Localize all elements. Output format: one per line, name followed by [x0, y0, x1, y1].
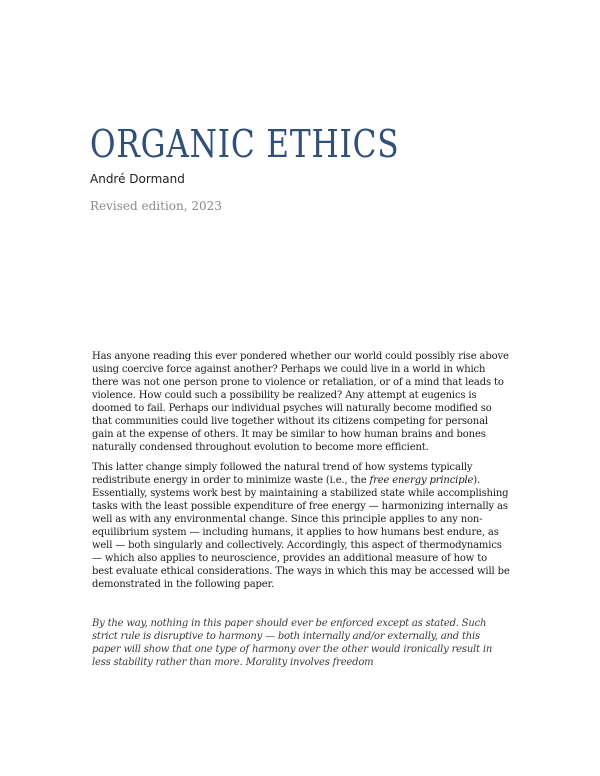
italic-note: By the way, nothing in this paper should ever be enforced except as stated. Such strict rule is disruptive to harmony — both internally and/or externally, and this paper will show that one type of harmony over the other would ironically result in less stability rather than more. Morality involves freedom [92, 618, 493, 668]
second-paragraph-text-start: This latter change simply followed the natural trend of how systems typically redistribute energy in order to minimize waste (i.e., the [92, 462, 473, 486]
second-paragraph-text-end: ). Essentially, systems work best by maintaining a stabilized state while accomplishing tasks with the least possible expenditure of free energy — harmonizing internally as well as with any environmental change. Since this principle applies to any non-equilibrium system — including humans, it applies to how humans best endure, as well — both singularly and collectively. Accordingly, this aspect of thermodynamics — which also applies to neuroscience, provides an additional measure of how to best evaluate ethical considerations. The ways in which this may be accessed will be demonstrated in the following paper. [92, 475, 510, 590]
second-paragraph [92, 461, 510, 591]
intro-paragraph: Has anyone reading this ever pondered whether our world could possibly rise above using coercive force against another? Perhaps we could live in a world in which there was not one person prone to violence or retaliation, or of a mind that leads to violence. How could such a possibility be realized? Any attempt at eugenics is doomed to fail. Perhaps our individual psyches will naturally become modified so that communities could live together without its citizens competing for personal gain at the expense of others. It may be similar to how human brains and bones naturally condensed throughout evolution to become more efficient. [92, 351, 509, 453]
free-energy-principle-term: free energy principle [369, 475, 474, 486]
edition-line: Revised edition, 2023 [90, 199, 222, 213]
author-name: André Dormand [90, 172, 185, 186]
document-title: ORGANIC ETHICS [90, 122, 400, 166]
